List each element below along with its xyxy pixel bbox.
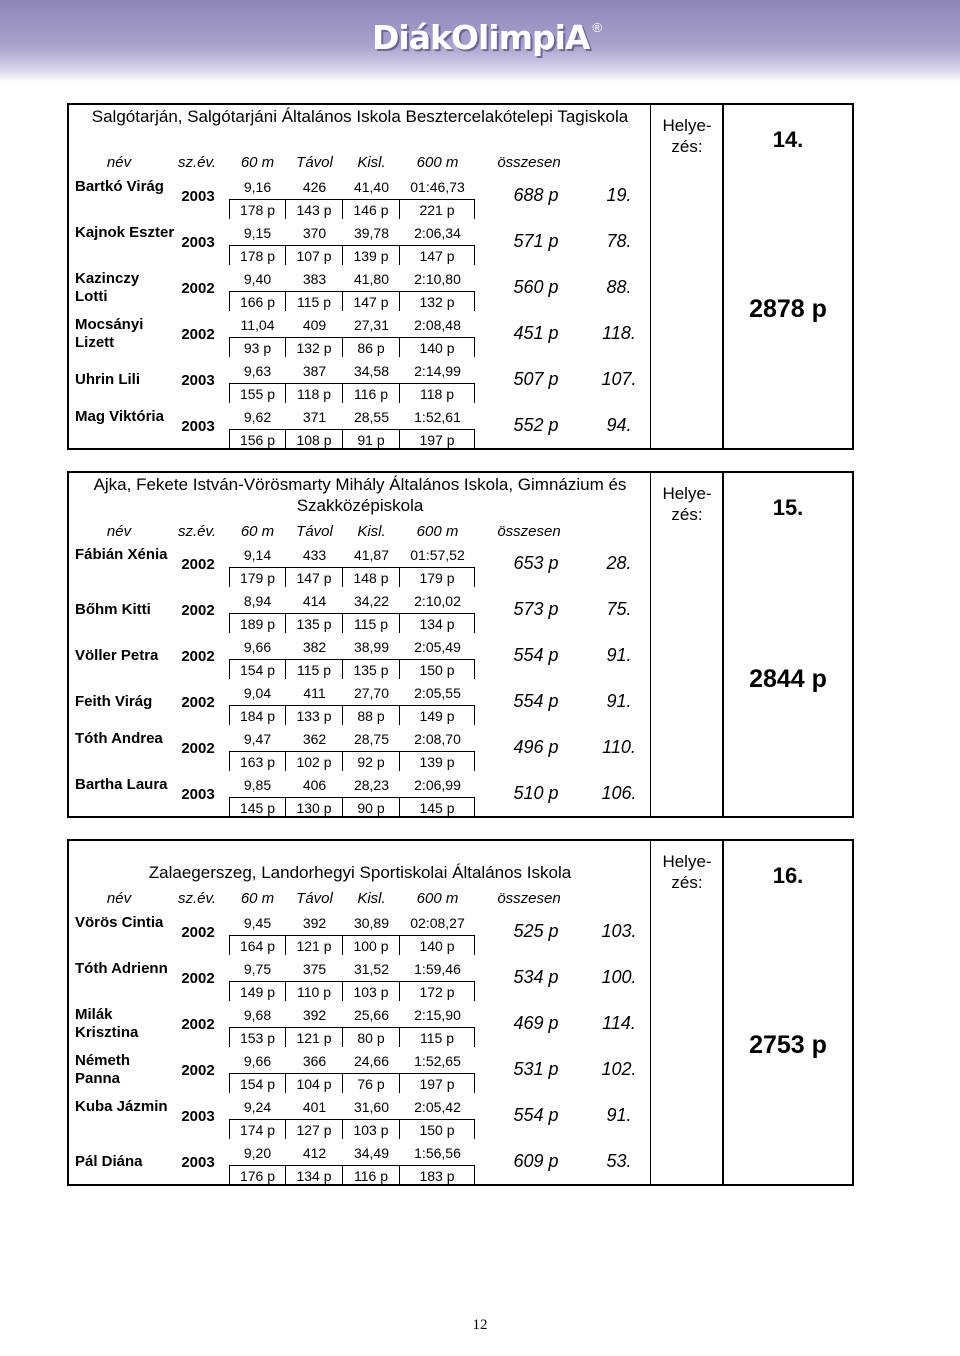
school-block xyxy=(67,103,854,450)
birth-year: 2002 xyxy=(181,1062,215,1079)
student-row xyxy=(69,175,650,221)
result-kisl: 34,49 xyxy=(353,1145,390,1161)
result-tavol: 401 xyxy=(302,1099,327,1115)
result-tavol: 412 xyxy=(302,1145,327,1161)
result-kisl: 28,23 xyxy=(353,777,390,793)
points-600m: 197 p xyxy=(400,429,475,449)
school-block xyxy=(67,839,854,1186)
result-tavol: 382 xyxy=(302,639,327,655)
points-600m: 140 p xyxy=(400,935,475,955)
header-kisl: Kisl. xyxy=(357,890,386,907)
student-row xyxy=(69,221,650,267)
column-header-row xyxy=(69,153,650,173)
result-kisl: 25,66 xyxy=(353,1007,390,1023)
birth-year: 2003 xyxy=(181,372,215,389)
points-600m: 134 p xyxy=(400,613,475,633)
result-600m: 2:10,80 xyxy=(414,271,461,287)
header-m600: 600 m xyxy=(416,523,459,540)
student-name: Feith Virág xyxy=(75,693,153,710)
birth-year: 2002 xyxy=(181,970,215,987)
student-row xyxy=(69,681,650,727)
header-nev: név xyxy=(106,154,132,171)
header-tavol: Távol xyxy=(296,523,333,540)
student-row xyxy=(69,1003,650,1049)
header-kisl: Kisl. xyxy=(357,523,386,540)
result-kisl: 41,87 xyxy=(353,547,390,563)
result-600m: 2:10,02 xyxy=(414,593,461,609)
school-name: Ajka, Fekete István-Vörösmarty Mihály Általános Iskola, Gimnázium és Szakközépiskola xyxy=(93,475,627,515)
points-tavol: 127 p xyxy=(286,1119,343,1139)
points-kisl: 135 p xyxy=(343,659,400,679)
birth-year: 2003 xyxy=(181,234,215,251)
result-60m: 9,16 xyxy=(243,179,272,195)
result-600m: 1:56,56 xyxy=(414,1145,461,1161)
individual-place: 106. xyxy=(601,783,637,803)
result-kisl: 28,75 xyxy=(353,731,390,747)
student-name: Pál Diána xyxy=(75,1153,143,1170)
result-60m: 9,20 xyxy=(243,1145,272,1161)
result-600m: 01:46,73 xyxy=(410,179,465,195)
points-kisl: 116 p xyxy=(343,1165,400,1185)
birth-year: 2003 xyxy=(181,188,215,205)
result-tavol: 371 xyxy=(302,409,327,425)
result-tavol: 433 xyxy=(302,547,327,563)
birth-year: 2002 xyxy=(181,280,215,297)
points-tavol: 115 p xyxy=(286,291,343,311)
points-60m: 153 p xyxy=(229,1027,286,1047)
result-tavol: 392 xyxy=(302,1007,327,1023)
points-60m: 93 p xyxy=(229,337,286,357)
result-60m: 9,62 xyxy=(243,409,272,425)
team-rank: 14. xyxy=(772,127,804,152)
student-row xyxy=(69,359,650,405)
points-tavol: 108 p xyxy=(286,429,343,449)
result-60m: 9,63 xyxy=(243,363,272,379)
header-nev: név xyxy=(106,890,132,907)
team-total-points: 2844 p xyxy=(749,665,827,693)
student-row xyxy=(69,635,650,681)
header-m600: 600 m xyxy=(416,154,459,171)
header-szev: sz.év. xyxy=(177,890,217,907)
header-m60: 60 m xyxy=(240,890,275,907)
points-60m: 174 p xyxy=(229,1119,286,1139)
student-name: Fábián Xénia xyxy=(75,546,168,563)
result-600m: 2:05,55 xyxy=(414,685,461,701)
result-tavol: 383 xyxy=(302,271,327,287)
student-name: Tóth Adrienn xyxy=(75,960,168,977)
points-kisl: 139 p xyxy=(343,245,400,265)
result-600m: 2:14,99 xyxy=(414,363,461,379)
total-score: 554 p xyxy=(513,691,559,711)
result-600m: 1:52,61 xyxy=(414,409,461,425)
total-score: 609 p xyxy=(513,1151,559,1171)
result-kisl: 30,89 xyxy=(353,915,390,931)
total-score: 552 p xyxy=(513,415,559,435)
header-banner xyxy=(0,0,960,82)
individual-place: 28. xyxy=(606,553,632,573)
birth-year: 2003 xyxy=(181,418,215,435)
total-score: 531 p xyxy=(513,1059,559,1079)
student-name: Völler Petra xyxy=(75,647,159,664)
points-600m: 221 p xyxy=(400,199,475,219)
total-score: 560 p xyxy=(513,277,559,297)
result-60m: 9,45 xyxy=(243,915,272,931)
team-total-points: 2878 p xyxy=(749,295,827,323)
individual-place: 88. xyxy=(606,277,632,297)
points-tavol: 118 p xyxy=(286,383,343,403)
result-tavol: 406 xyxy=(302,777,327,793)
page-number: 12 xyxy=(472,1317,488,1333)
result-600m: 01:57,52 xyxy=(410,547,465,563)
student-row xyxy=(69,773,650,819)
school-name: Zalaegerszeg, Landorhegyi Sportiskolai Általános Iskola xyxy=(148,863,572,882)
team-total-column xyxy=(722,473,852,816)
student-row xyxy=(69,1095,650,1141)
individual-place: 114. xyxy=(602,1013,636,1033)
points-60m: 164 p xyxy=(229,935,286,955)
student-name: Bartha Laura xyxy=(75,776,168,793)
individual-place: 110. xyxy=(602,737,636,757)
points-600m: 150 p xyxy=(400,659,475,679)
points-600m: 145 p xyxy=(400,797,475,817)
result-tavol: 409 xyxy=(302,317,327,333)
points-60m: 178 p xyxy=(229,199,286,219)
result-tavol: 366 xyxy=(302,1053,327,1069)
points-60m: 154 p xyxy=(229,1073,286,1093)
result-600m: 2:05,49 xyxy=(414,639,461,655)
result-600m: 2:15,90 xyxy=(414,1007,461,1023)
points-tavol: 143 p xyxy=(286,199,343,219)
result-600m: 02:08,27 xyxy=(410,915,465,931)
points-kisl: 147 p xyxy=(343,291,400,311)
points-60m: 145 p xyxy=(229,797,286,817)
placement-column xyxy=(650,841,722,1184)
result-kisl: 38,99 xyxy=(353,639,390,655)
result-tavol: 362 xyxy=(302,731,327,747)
result-600m: 1:52,65 xyxy=(414,1053,461,1069)
points-60m: 178 p xyxy=(229,245,286,265)
individual-place: 103. xyxy=(601,921,637,941)
student-name: Németh Panna xyxy=(75,1052,131,1087)
points-60m: 149 p xyxy=(229,981,286,1001)
team-rank: 15. xyxy=(772,495,804,520)
points-tavol: 133 p xyxy=(286,705,343,725)
points-kisl: 76 p xyxy=(343,1073,400,1093)
result-600m: 2:06,34 xyxy=(414,225,461,241)
individual-place: 19. xyxy=(606,185,632,205)
birth-year: 2002 xyxy=(181,694,215,711)
points-60m: 176 p xyxy=(229,1165,286,1185)
result-kisl: 24,66 xyxy=(353,1053,390,1069)
total-score: 451 p xyxy=(513,323,559,343)
total-score: 496 p xyxy=(513,737,559,757)
points-tavol: 135 p xyxy=(286,613,343,633)
result-tavol: 387 xyxy=(302,363,327,379)
total-score: 573 p xyxy=(513,599,559,619)
result-60m: 9,66 xyxy=(243,1053,272,1069)
birth-year: 2002 xyxy=(181,556,215,573)
result-kisl: 41,80 xyxy=(353,271,390,287)
result-kisl: 31,52 xyxy=(353,961,390,977)
points-600m: 197 p xyxy=(400,1073,475,1093)
diakolimpia-logo xyxy=(372,14,602,70)
points-600m: 115 p xyxy=(400,1027,475,1047)
result-600m: 2:08,70 xyxy=(414,731,461,747)
result-60m: 8,94 xyxy=(243,593,272,609)
points-600m: 139 p xyxy=(400,751,475,771)
points-600m: 183 p xyxy=(400,1165,475,1185)
total-score: 525 p xyxy=(513,921,559,941)
birth-year: 2002 xyxy=(181,1016,215,1033)
points-60m: 179 p xyxy=(229,567,286,587)
result-60m: 9,75 xyxy=(243,961,272,977)
student-name: Kuba Jázmin xyxy=(75,1098,168,1115)
result-60m: 9,14 xyxy=(243,547,272,563)
result-60m: 9,66 xyxy=(243,639,272,655)
points-kisl: 88 p xyxy=(343,705,400,725)
result-tavol: 375 xyxy=(302,961,327,977)
student-name: Kajnok Eszter xyxy=(75,224,175,241)
points-60m: 189 p xyxy=(229,613,286,633)
school-name: Salgótarján, Salgótarjáni Általános Iskola Besztercelakótelepi Tagiskola xyxy=(91,107,629,126)
student-name: Mocsányi Lizett xyxy=(75,316,144,351)
individual-place: 53. xyxy=(606,1151,632,1171)
points-kisl: 91 p xyxy=(343,429,400,449)
total-score: 688 p xyxy=(513,185,559,205)
student-name: Uhrin Lili xyxy=(75,371,140,388)
points-60m: 166 p xyxy=(229,291,286,311)
individual-place: 91. xyxy=(606,645,632,665)
points-kisl: 116 p xyxy=(343,383,400,403)
header-szev: sz.év. xyxy=(177,523,217,540)
points-kisl: 86 p xyxy=(343,337,400,357)
header-tavol: Távol xyxy=(296,890,333,907)
result-60m: 9,47 xyxy=(243,731,272,747)
points-kisl: 80 p xyxy=(343,1027,400,1047)
points-600m: 172 p xyxy=(400,981,475,1001)
result-600m: 2:06,99 xyxy=(414,777,461,793)
student-row xyxy=(69,543,650,589)
header-osszesen: összesen xyxy=(497,523,561,540)
points-kisl: 100 p xyxy=(343,935,400,955)
points-tavol: 132 p xyxy=(286,337,343,357)
placement-column xyxy=(650,473,722,816)
points-60m: 184 p xyxy=(229,705,286,725)
header-tavol: Távol xyxy=(296,154,333,171)
student-name: Kazinczy Lotti xyxy=(75,270,140,305)
student-row xyxy=(69,911,650,957)
team-total-column xyxy=(722,105,852,448)
result-60m: 9,15 xyxy=(243,225,272,241)
points-600m: 179 p xyxy=(400,567,475,587)
points-tavol: 134 p xyxy=(286,1165,343,1185)
result-tavol: 392 xyxy=(302,915,327,931)
student-row xyxy=(69,957,650,1003)
points-tavol: 110 p xyxy=(286,981,343,1001)
birth-year: 2002 xyxy=(181,924,215,941)
individual-place: 94. xyxy=(606,415,632,435)
points-tavol: 130 p xyxy=(286,797,343,817)
points-60m: 154 p xyxy=(229,659,286,679)
points-kisl: 103 p xyxy=(343,981,400,1001)
points-kisl: 90 p xyxy=(343,797,400,817)
points-kisl: 92 p xyxy=(343,751,400,771)
result-kisl: 27,31 xyxy=(353,317,390,333)
result-600m: 2:08,48 xyxy=(414,317,461,333)
result-60m: 9,85 xyxy=(243,777,272,793)
team-total-points: 2753 p xyxy=(749,1031,827,1059)
points-60m: 155 p xyxy=(229,383,286,403)
student-row xyxy=(69,313,650,359)
placement-header: Helye- zés: xyxy=(662,852,712,892)
individual-place: 91. xyxy=(606,691,632,711)
birth-year: 2002 xyxy=(181,648,215,665)
individual-place: 78. xyxy=(606,231,632,251)
student-name: Milák Krisztina xyxy=(75,1006,139,1041)
result-tavol: 370 xyxy=(302,225,327,241)
result-tavol: 426 xyxy=(302,179,327,195)
placement-header: Helye- zés: xyxy=(662,116,712,156)
student-row xyxy=(69,727,650,773)
result-kisl: 34,58 xyxy=(353,363,390,379)
total-score: 510 p xyxy=(513,783,559,803)
points-kisl: 148 p xyxy=(343,567,400,587)
points-tavol: 107 p xyxy=(286,245,343,265)
result-kisl: 39,78 xyxy=(353,225,390,241)
header-osszesen: összesen xyxy=(497,154,561,171)
points-kisl: 103 p xyxy=(343,1119,400,1139)
school-block xyxy=(67,471,854,818)
points-60m: 163 p xyxy=(229,751,286,771)
points-tavol: 115 p xyxy=(286,659,343,679)
header-szev: sz.év. xyxy=(177,154,217,171)
points-600m: 140 p xyxy=(400,337,475,357)
result-60m: 9,04 xyxy=(243,685,272,701)
student-row xyxy=(69,589,650,635)
header-osszesen: összesen xyxy=(497,890,561,907)
points-600m: 132 p xyxy=(400,291,475,311)
birth-year: 2003 xyxy=(181,1154,215,1171)
birth-year: 2003 xyxy=(181,786,215,803)
result-60m: 9,68 xyxy=(243,1007,272,1023)
total-score: 571 p xyxy=(513,231,559,251)
student-row xyxy=(69,1141,650,1187)
student-name: Vörös Cintia xyxy=(75,914,164,931)
team-total-column xyxy=(722,841,852,1184)
result-60m: 9,24 xyxy=(243,1099,272,1115)
total-score: 554 p xyxy=(513,645,559,665)
points-600m: 149 p xyxy=(400,705,475,725)
student-name: Bőhm Kitti xyxy=(75,601,151,618)
birth-year: 2002 xyxy=(181,740,215,757)
result-600m: 1:59,46 xyxy=(414,961,461,977)
birth-year: 2002 xyxy=(181,602,215,619)
points-tavol: 121 p xyxy=(286,935,343,955)
total-score: 554 p xyxy=(513,1105,559,1125)
header-m60: 60 m xyxy=(240,154,275,171)
student-row xyxy=(69,405,650,451)
student-name: Tóth Andrea xyxy=(75,730,163,747)
total-score: 534 p xyxy=(513,967,559,987)
team-rank: 16. xyxy=(772,863,804,888)
points-600m: 150 p xyxy=(400,1119,475,1139)
points-60m: 156 p xyxy=(229,429,286,449)
result-60m: 9,40 xyxy=(243,271,272,287)
points-kisl: 115 p xyxy=(343,613,400,633)
student-row xyxy=(69,1049,650,1095)
total-score: 653 p xyxy=(513,553,559,573)
result-kisl: 41,40 xyxy=(353,179,390,195)
result-60m: 11,04 xyxy=(240,317,275,333)
birth-year: 2003 xyxy=(181,1108,215,1125)
birth-year: 2002 xyxy=(181,326,215,343)
student-name: Mag Viktória xyxy=(75,408,164,425)
individual-place: 100. xyxy=(601,967,637,987)
points-tavol: 147 p xyxy=(286,567,343,587)
column-header-row xyxy=(69,889,650,909)
result-kisl: 28,55 xyxy=(353,409,390,425)
student-name: Bartkó Virág xyxy=(75,178,164,195)
individual-place: 91. xyxy=(606,1105,632,1125)
placement-header: Helye- zés: xyxy=(662,484,712,524)
individual-place: 102. xyxy=(601,1059,637,1079)
total-score: 507 p xyxy=(513,369,559,389)
points-600m: 147 p xyxy=(400,245,475,265)
column-header-row xyxy=(69,522,650,542)
result-kisl: 27,70 xyxy=(353,685,390,701)
total-score: 469 p xyxy=(513,1013,559,1033)
result-tavol: 414 xyxy=(302,593,327,609)
header-m600: 600 m xyxy=(416,890,459,907)
result-kisl: 31,60 xyxy=(353,1099,390,1115)
result-600m: 2:05,42 xyxy=(414,1099,461,1115)
header-kisl: Kisl. xyxy=(357,154,386,171)
individual-place: 107. xyxy=(601,369,637,389)
points-600m: 118 p xyxy=(400,383,475,403)
individual-place: 118. xyxy=(602,323,636,343)
result-kisl: 34,22 xyxy=(353,593,390,609)
points-tavol: 121 p xyxy=(286,1027,343,1047)
student-row xyxy=(69,267,650,313)
result-tavol: 411 xyxy=(303,685,326,701)
header-nev: név xyxy=(106,523,132,540)
placement-column xyxy=(650,105,722,448)
points-kisl: 146 p xyxy=(343,199,400,219)
header-m60: 60 m xyxy=(240,523,275,540)
logo-text: DiákOlimpiA xyxy=(372,18,590,57)
points-tavol: 104 p xyxy=(286,1073,343,1093)
registered-mark: ® xyxy=(592,20,603,35)
individual-place: 75. xyxy=(606,599,632,619)
points-tavol: 102 p xyxy=(286,751,343,771)
